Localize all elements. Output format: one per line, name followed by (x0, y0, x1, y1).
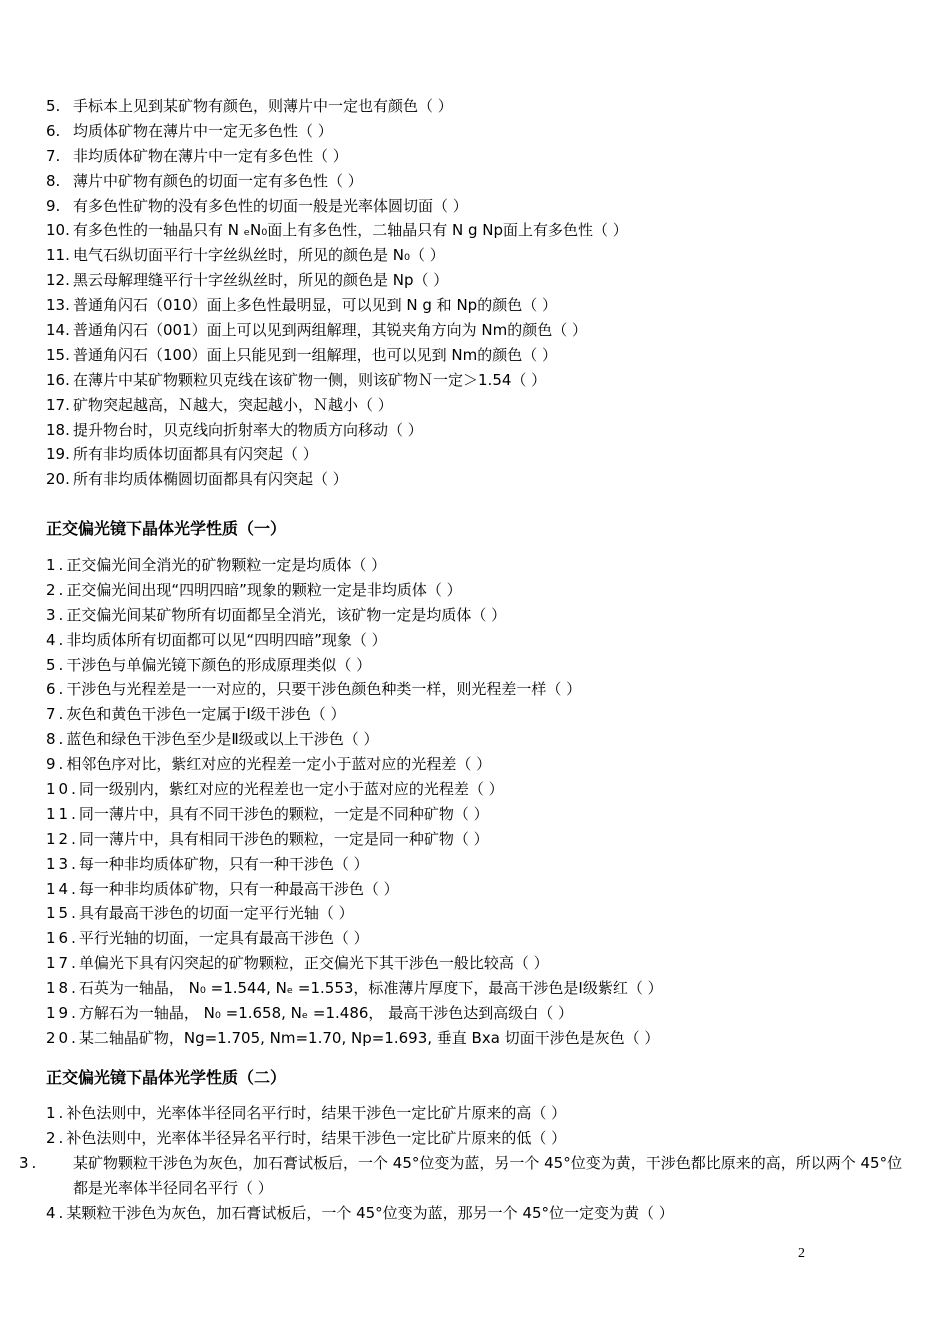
list-item: 8. 薄片中矿物有颜色的切面一定有多色性（ ） (46, 171, 363, 190)
list-item: 1.正交偏光间全消光的矿物颗粒一定是均质体（ ） (46, 556, 387, 574)
question-list-1 (46, 94, 910, 492)
list-item: 20. 所有非均质体椭圆切面都具有闪突起（ ） (46, 470, 348, 489)
list-item: 2.补色法则中，光率体半径异名平行时，结果干涉色一定比矿片原来的低（ ） (46, 1128, 567, 1147)
list-item: 15. 普通角闪石（100）面上只能见到一组解理，也可以见到 Nm的颜色（ ） (46, 345, 558, 364)
list-item: 6. 均质体矿物在薄片中一定无多色性（ ） (46, 121, 333, 140)
list-item: 16.平行光轴的切面，一定具有最高干涉色（ ） (46, 929, 369, 948)
list-item: 12. 黑云母解理缝平行十字丝纵丝时，所见的颜色是 Np（ ） (46, 271, 449, 290)
list-item: 14.每一种非均质体矿物，只有一种最高干涉色（ ） (46, 879, 399, 898)
list-item: 13. 普通角闪石（010）面上多色性最明显，可以见到 N g 和 Np的颜色（ ） (46, 296, 557, 315)
list-item: 11. 电气石纵切面平行十字丝纵丝时，所见的颜色是 N₀（ ） (46, 246, 445, 265)
list-item: 16. 在薄片中某矿物颗粒贝克线在该矿物一侧，则该矿物Ｎ一定＞1.54（ ） (46, 370, 547, 389)
list-item: 1.补色法则中，光率体半径同名平行时，结果干涉色一定比矿片原来的高（ ） (46, 1104, 567, 1122)
question-list-2 (46, 553, 910, 1051)
list-item: 4.某颗粒干涉色为灰色，加石膏试板后，一个 45°位变为蓝，那另一个 45°位一定变为黄（ ） (46, 1203, 674, 1222)
list-item: 7. 非均质体矿物在薄片中一定有多色性（ ） (46, 146, 348, 165)
list-item: 4.非均质体所有切面都可以见“四明四暗”现象（ ） (46, 630, 387, 649)
question-list-3 (19, 1101, 910, 1225)
page-number: 2 (798, 1246, 805, 1261)
list-item: 9.相邻色序对比，紫红对应的光程差一定小于蓝对应的光程差（ ） (46, 755, 492, 774)
list-item: 9. 有多色性矿物的没有多色性的切面一般是光率体圆切面（ ） (46, 196, 468, 215)
list-item: 8.蓝色和绿色干涉色至少是Ⅱ级或以上干涉色（ ） (46, 730, 379, 749)
list-item: 5.干涉色与单偏光镜下颜色的形成原理类似（ ） (46, 655, 372, 674)
list-item: 17. 矿物突起越高，Ｎ越大，突起越小，Ｎ越小（ ） (46, 395, 393, 414)
list-item: 19.方解石为一轴晶， N₀ =1.658, Nₑ =1.486， 最高干涉色达到高级白（ ） (46, 1004, 573, 1023)
list-item: 18.石英为一轴晶， N₀ =1.544, Nₑ =1.553，标准薄片厚度下，最高干涉色是Ⅰ级紫红（ ） (46, 979, 663, 998)
list-item: 12.同一薄片中，具有相同干涉色的颗粒，一定是同一种矿物（ ） (46, 829, 489, 848)
list-item: 3.正交偏光间某矿物所有切面都呈全消光，该矿物一定是均质体（ ） (46, 605, 507, 624)
list-item: 6.干涉色与光程差是一一对应的，只要干涉色颜色种类一样，则光程差一样（ ） (46, 680, 582, 699)
list-item: 3. 某矿物颗粒干涉色为灰色，加石膏试板后，一个 45°位变为蓝，另一个 45°位变为黄，干涉色都比原来的高，所以两个 45°位都是光率体半径同名平行（ ） (19, 1153, 903, 1197)
list-item: 15.具有最高干涉色的切面一定平行光轴（ ） (46, 904, 354, 923)
list-item: 20.某二轴晶矿物，Ng=1.705, Nm=1.70, Np=1.693, 垂直 Bxa 切面干涉色是灰色（ ） (46, 1028, 660, 1047)
list-item: 7.灰色和黄色干涉色一定属于Ⅰ级干涉色（ ） (46, 705, 346, 724)
list-item: 5. 手标本上见到某矿物有颜色，则薄片中一定也有颜色（ ） (46, 97, 453, 115)
list-item: 19. 所有非均质体切面都具有闪突起（ ） (46, 445, 318, 464)
section-heading-2: 正交偏光镜下晶体光学性质（二） (46, 1068, 287, 1087)
list-item: 10. 有多色性的一轴晶只有 N ₑN₀面上有多色性，二轴晶只有 N g Np面上有多色性（ ） (46, 221, 628, 240)
list-item: 14. 普通角闪石（001）面上可以见到两组解理，其锐夹角方向为 Nm的颜色（ ） (46, 321, 588, 340)
list-item: 2.正交偏光间出现“四明四暗”现象的颗粒一定是非均质体（ ） (46, 580, 462, 599)
section-heading-1: 正交偏光镜下晶体光学性质（一） (46, 519, 287, 538)
list-item: 18. 提升物台时，贝克线向折射率大的物质方向移动（ ） (46, 420, 423, 439)
list-item: 13.每一种非均质体矿物，只有一种干涉色（ ） (46, 854, 369, 873)
list-item: 17.单偏光下具有闪突起的矿物颗粒，正交偏光下其干涉色一般比较高（ ） (46, 954, 549, 973)
list-item: 11.同一薄片中，具有不同干涉色的颗粒，一定是不同种矿物（ ） (46, 804, 489, 823)
list-item: 10.同一级别内，紫红对应的光程差也一定小于蓝对应的光程差（ ） (46, 780, 504, 799)
